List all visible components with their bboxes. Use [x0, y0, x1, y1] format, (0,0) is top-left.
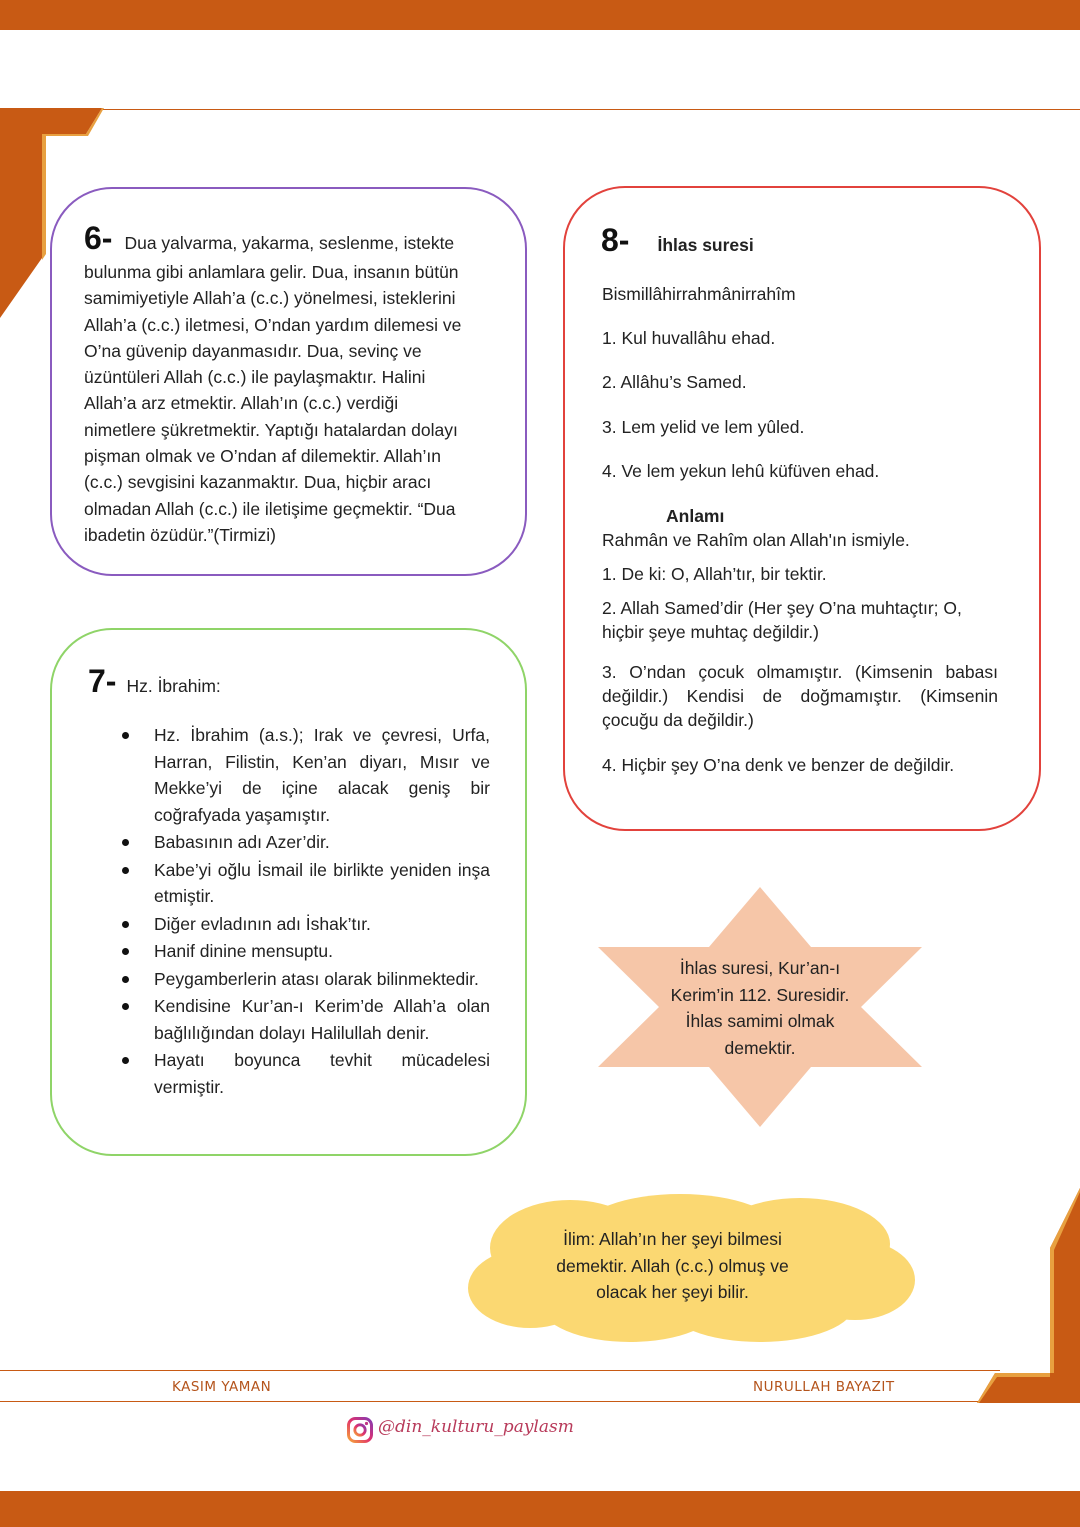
bullet-icon — [122, 839, 129, 846]
list-item: Diğer evladının adı İshak’tır. — [116, 911, 490, 938]
bullet-icon — [122, 732, 129, 739]
bullet-icon — [122, 921, 129, 928]
basmala: Bismillâhirrahmânirrahîm — [602, 284, 796, 304]
star-note: İhlas suresi, Kur’an-ı Kerim’in 112. Suresidir. İhlas samimi olmak demektir. — [670, 958, 850, 1058]
section-6-line: nimetlere şükretmektir. Yaptığı hatalardan dolayı — [84, 419, 458, 440]
meaning-title: Anlamı — [666, 506, 725, 526]
list-item: Peygamberlerin atası olarak bilinmektedir. — [116, 966, 490, 993]
bullet-icon — [122, 867, 129, 874]
meaning-line: 4. Hiçbir şey O’na denk ve benzer de değildir. — [602, 755, 955, 775]
verse: 2. Allâhu’s Samed. — [602, 372, 747, 392]
header-rule — [0, 109, 1080, 110]
list-item: Kabe’yi oğlu İsmail ile birlikte yeniden inşa etmiştir. — [116, 857, 490, 910]
meaning-line: 1. De ki: O, Allah’tır, bir tektir. — [602, 564, 827, 584]
section-6 — [84, 220, 494, 548]
section-7-title: Hz. İbrahim: — [126, 676, 221, 696]
footer-rule-top — [0, 1370, 1000, 1371]
verse: 4. Ve lem yekun lehû küfüven ehad. — [602, 461, 880, 481]
author-left: KASIM YAMAN — [172, 1379, 272, 1395]
author-right: NURULLAH BAYAZIT — [753, 1379, 895, 1395]
section-6-line: (c.c.) sevgisini kazanmaktır. Dua, hiçbir aracı — [84, 472, 432, 493]
bullet-icon — [122, 948, 129, 955]
top-band — [0, 0, 1080, 30]
list-item: Hayatı boyunca tevhit mücadelesi vermiştir. — [116, 1047, 490, 1100]
meaning-line: 3. O’ndan çocuk olmamıştır. (Kimsenin babası değildir.) Kendisi de doğmamıştır. (Kimsenin çocuğu da değildir.) — [602, 662, 998, 730]
section-6-number: 6- — [84, 220, 113, 256]
bullet-icon — [122, 976, 129, 983]
bullet-icon — [122, 1057, 129, 1064]
corner-ornament-bottom-right — [975, 1188, 1080, 1403]
section-8-title: İhlas suresi — [657, 235, 754, 255]
instagram-handle[interactable]: @din_kulturu_paylasm — [378, 1417, 574, 1437]
section-6-line: ibadetin özüdür.”(Tirmizi) — [84, 524, 276, 545]
footer-rule-bottom — [0, 1401, 1080, 1402]
ibrahim-facts-list — [116, 722, 490, 1101]
section-8-heading — [601, 222, 754, 259]
section-7-number: 7- — [88, 663, 117, 699]
section-6-line: Allah’a (c.c.) iletmesi, O’ndan yardım dilemesi ve — [84, 314, 462, 335]
meaning-line: 2. Allah Samed’dir (Her şey O’na muhtaçtır; O, hiçbir şeye muhtaç değildir.) — [602, 598, 962, 642]
section-6-line: pişman olmak ve O’ndan af dilemektir. Allah’ın — [84, 446, 441, 467]
instagram-icon — [347, 1417, 373, 1443]
meaning-intro: Rahmân ve Rahîm olan Allah'ın ismiyle. — [602, 530, 910, 550]
list-item: Babasının adı Azer’dir. — [116, 829, 490, 856]
section-6-first-line: Dua yalvarma, yakarma, seslenme, istekte — [124, 233, 455, 253]
section-7-heading — [88, 663, 221, 700]
verse: 1. Kul huvallâhu ehad. — [602, 328, 776, 348]
section-8-number: 8- — [601, 222, 630, 258]
section-6-line: samimiyetiyle Allah’a (c.c.) yönelmesi, isteklerini — [84, 288, 456, 309]
section-6-line: Allah’a arz etmektir. Allah’ın (c.c.) verdiği — [84, 393, 399, 414]
verse: 3. Lem yelid ve lem yûled. — [602, 417, 805, 437]
section-6-line: bulunma gibi anlamlara gelir. Dua, insanın bütün — [84, 262, 459, 282]
list-item: Hanif dinine mensuptu. — [116, 938, 490, 965]
list-item: Kendisine Kur’an-ı Kerim’de Allah’a olan bağlılığından dolayı Halilullah denir. — [116, 993, 490, 1046]
section-6-line: O’na güvenip dayanmasıdır. Dua, sevinç ve — [84, 340, 422, 361]
section-6-line: olmadan Allah (c.c.) ile iletişime geçmektir. “Dua — [84, 498, 456, 519]
bullet-icon — [122, 1003, 129, 1010]
list-item: Hz. İbrahim (a.s.); Irak ve çevresi, Urfa, Harran, Filistin, Ken’an diyarı, Mısır ve Mekke’yi de içine alacak geniş bir coğrafyada yaşamıştır. — [116, 722, 490, 828]
section-6-line: üzüntüleri Allah (c.c.) ile paylaşmaktır. Halini — [84, 367, 426, 388]
bottom-band — [0, 1491, 1080, 1527]
cloud-note: İlim: Allah’ın her şeyi bilmesi demektir. Allah (c.c.) olmuş ve olacak her şeyi bilir. — [556, 1229, 789, 1302]
